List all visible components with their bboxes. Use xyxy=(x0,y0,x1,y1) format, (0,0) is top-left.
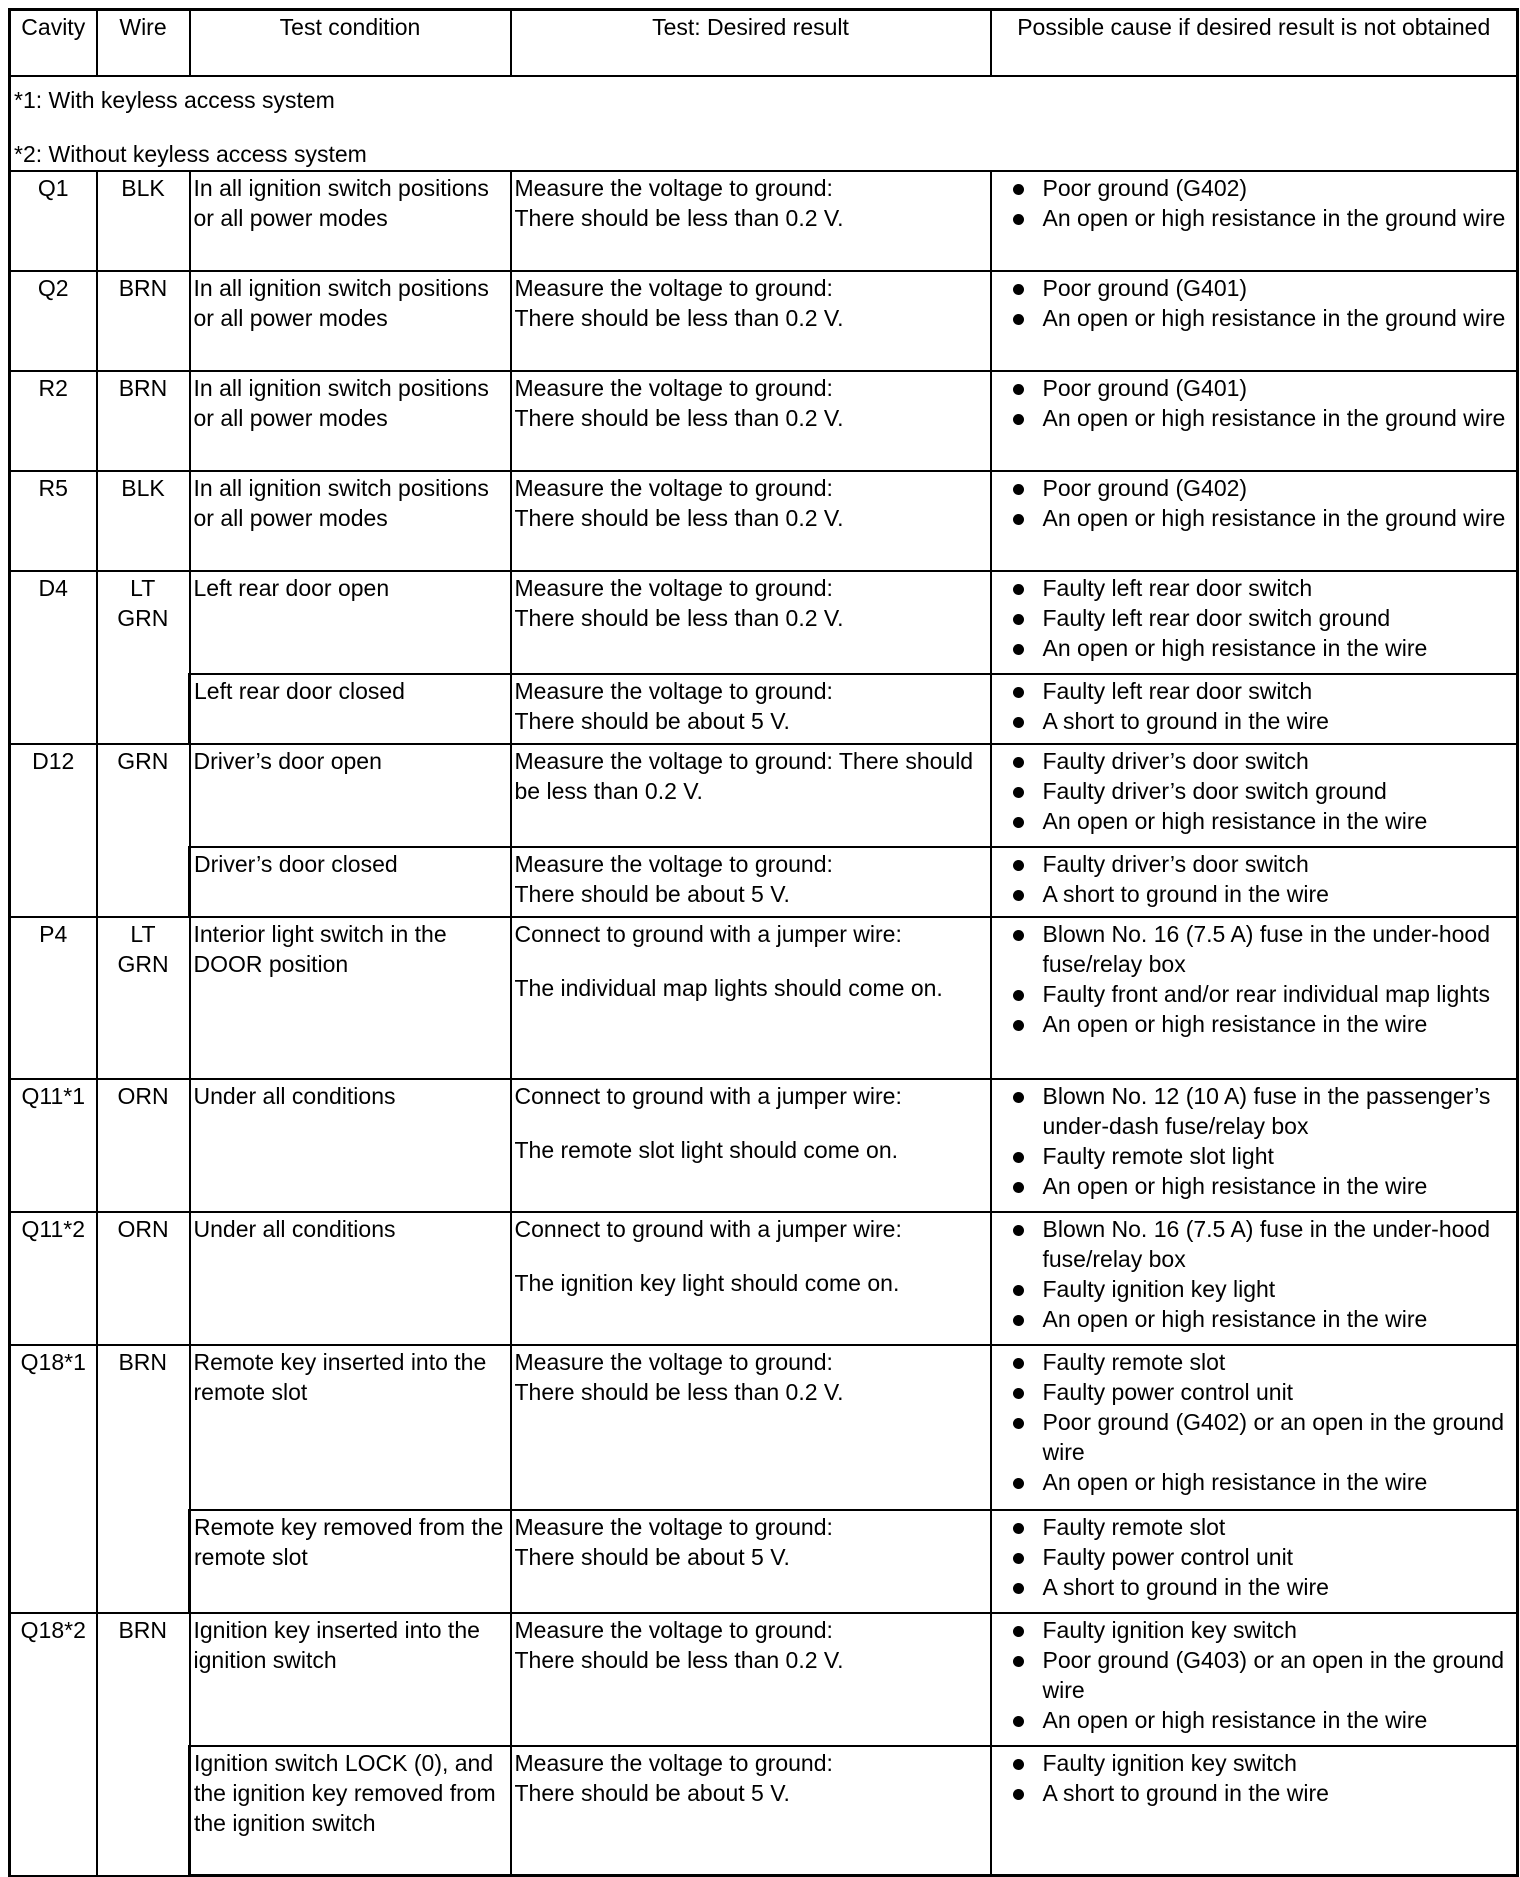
condition-cell: Driver’s door closed xyxy=(190,847,511,917)
bullet-icon xyxy=(1013,1759,1024,1770)
table-row xyxy=(10,1510,1518,1613)
bullet-icon xyxy=(1013,890,1024,901)
result-cell: Measure the voltage to ground: There should be about 5 V. xyxy=(511,1510,991,1613)
list-item: Faulty power control unit xyxy=(995,1377,1514,1407)
list-item: Faulty driver’s door switch xyxy=(995,849,1514,879)
condition-cell: In all ignition switch positions or all power modes xyxy=(190,371,511,471)
table-row xyxy=(10,674,1518,744)
condition-cell: In all ignition switch positions or all power modes xyxy=(190,471,511,571)
list-item: Faulty left rear door switch ground xyxy=(995,603,1514,633)
bullet-icon xyxy=(1013,860,1024,871)
bullet-icon xyxy=(1013,614,1024,625)
table-row xyxy=(10,571,1518,674)
list-item: An open or high resistance in the ground wire xyxy=(995,403,1514,433)
bullet-icon xyxy=(1013,1182,1024,1193)
cavity-cell: R2 xyxy=(10,371,97,471)
bullet-icon xyxy=(1013,1418,1024,1429)
bullet-icon xyxy=(1013,1626,1024,1637)
wire-cell: BRN xyxy=(97,1613,190,1876)
bullet-icon xyxy=(1013,484,1024,495)
list-item: Faulty ignition key switch xyxy=(995,1615,1514,1645)
wire-cell: BRN xyxy=(97,271,190,371)
list-item: Poor ground (G403) or an open in the ground wire xyxy=(995,1645,1514,1705)
cavity-cell: Q18*2 xyxy=(10,1613,97,1876)
list-item: An open or high resistance in the ground wire xyxy=(995,203,1514,233)
list-item: Faulty driver’s door switch xyxy=(995,746,1514,776)
wire-cell: LT GRN xyxy=(97,571,190,744)
bullet-icon xyxy=(1013,1583,1024,1594)
condition-cell: In all ignition switch positions or all power modes xyxy=(190,271,511,371)
list-item: Faulty front and/or rear individual map lights xyxy=(995,979,1514,1009)
list-item: An open or high resistance in the wire xyxy=(995,1171,1514,1201)
cavity-cell: P4 xyxy=(10,917,97,1079)
condition-cell: Interior light switch in the DOOR position xyxy=(190,917,511,1079)
cause-cell xyxy=(991,1212,1518,1345)
cavity-cell: Q11*2 xyxy=(10,1212,97,1345)
cause-cell xyxy=(991,1613,1518,1746)
list-item: Poor ground (G402) or an open in the ground wire xyxy=(995,1407,1514,1467)
bullet-icon xyxy=(1013,1225,1024,1236)
list-item: A short to ground in the wire xyxy=(995,1572,1514,1602)
wire-cell: BLK xyxy=(97,171,190,271)
list-item: Faulty remote slot xyxy=(995,1347,1514,1377)
condition-cell: Remote key removed from the remote slot xyxy=(190,1510,511,1613)
result-cell: Connect to ground with a jumper wire: The ignition key light should come on. xyxy=(511,1212,991,1345)
condition-cell: In all ignition switch positions or all power modes xyxy=(190,171,511,271)
cause-cell xyxy=(991,674,1518,744)
bullet-icon xyxy=(1013,644,1024,655)
result-cell: Measure the voltage to ground: There should be less than 0.2 V. xyxy=(511,1345,991,1510)
list-item: Faulty ignition key switch xyxy=(995,1748,1514,1778)
bullet-icon xyxy=(1013,717,1024,728)
bullet-icon xyxy=(1013,284,1024,295)
cause-cell xyxy=(991,471,1518,571)
result-cell: Measure the voltage to ground: There should be less than 0.2 V. xyxy=(511,371,991,471)
table-row xyxy=(10,1079,1518,1212)
cause-cell xyxy=(991,371,1518,471)
result-cell: Connect to ground with a jumper wire: The individual map lights should come on. xyxy=(511,917,991,1079)
table-row xyxy=(10,917,1518,1079)
list-item: Faulty remote slot xyxy=(995,1512,1514,1542)
note-no-keyless: *2: Without keyless access system xyxy=(14,140,367,167)
list-item: Faulty left rear door switch xyxy=(995,676,1514,706)
result-cell: Connect to ground with a jumper wire: The remote slot light should come on. xyxy=(511,1079,991,1212)
cavity-cell: R5 xyxy=(10,471,97,571)
wire-cell: BRN xyxy=(97,1345,190,1613)
list-item: A short to ground in the wire xyxy=(995,706,1514,736)
bullet-icon xyxy=(1013,787,1024,798)
cause-cell xyxy=(991,1510,1518,1613)
table-row xyxy=(10,1613,1518,1746)
wire-cell: GRN xyxy=(97,744,190,917)
condition-cell: Driver’s door open xyxy=(190,744,511,847)
bullet-icon xyxy=(1013,1716,1024,1727)
wire-cell: BRN xyxy=(97,371,190,471)
header-wire: Wire xyxy=(97,10,190,76)
result-cell: Measure the voltage to ground: There should be less than 0.2 V. xyxy=(511,571,991,674)
cause-cell xyxy=(991,1079,1518,1212)
bullet-icon xyxy=(1013,214,1024,225)
list-item: Blown No. 12 (10 A) fuse in the passenger’s under-dash fuse/relay box xyxy=(995,1081,1514,1141)
bullet-icon xyxy=(1013,687,1024,698)
list-item: An open or high resistance in the wire xyxy=(995,1705,1514,1735)
result-cell: Measure the voltage to ground: There should be less than 0.2 V. xyxy=(511,271,991,371)
bullet-icon xyxy=(1013,184,1024,195)
list-item: A short to ground in the wire xyxy=(995,879,1514,909)
bullet-icon xyxy=(1013,1020,1024,1031)
bullet-icon xyxy=(1013,584,1024,595)
bullet-icon xyxy=(1013,1285,1024,1296)
header-cause: Possible cause if desired result is not obtained xyxy=(991,10,1518,76)
list-item: Faulty left rear door switch xyxy=(995,573,1514,603)
table-row xyxy=(10,371,1518,471)
condition-cell: Left rear door open xyxy=(190,571,511,674)
condition-cell: Under all conditions xyxy=(190,1212,511,1345)
bullet-icon xyxy=(1013,1358,1024,1369)
notes-cell xyxy=(10,76,1518,171)
result-cell: Measure the voltage to ground: There should be about 5 V. xyxy=(511,847,991,917)
cavity-cell: Q18*1 xyxy=(10,1345,97,1613)
cause-cell xyxy=(991,571,1518,674)
cause-cell xyxy=(991,1746,1518,1876)
list-item: An open or high resistance in the wire xyxy=(995,1467,1514,1497)
bullet-icon xyxy=(1013,1523,1024,1534)
condition-cell: Left rear door closed xyxy=(190,674,511,744)
header-row xyxy=(10,10,1518,76)
table-row xyxy=(10,1746,1518,1876)
condition-cell: Remote key inserted into the remote slot xyxy=(190,1345,511,1510)
result-cell: Measure the voltage to ground: There should be less than 0.2 V. xyxy=(511,171,991,271)
result-cell: Measure the voltage to ground: There should be less than 0.2 V. xyxy=(511,744,991,847)
bullet-icon xyxy=(1013,1656,1024,1667)
cavity-cell: D12 xyxy=(10,744,97,917)
list-item: Poor ground (G401) xyxy=(995,273,1514,303)
wire-cell: ORN xyxy=(97,1212,190,1345)
result-cell: Measure the voltage to ground: There should be about 5 V. xyxy=(511,674,991,744)
wire-cell: BLK xyxy=(97,471,190,571)
table-row xyxy=(10,847,1518,917)
list-item: Faulty power control unit xyxy=(995,1542,1514,1572)
list-item: An open or high resistance in the wire xyxy=(995,633,1514,663)
bullet-icon xyxy=(1013,1553,1024,1564)
bullet-icon xyxy=(1013,314,1024,325)
list-item: Blown No. 16 (7.5 A) fuse in the under-hood fuse/relay box xyxy=(995,1214,1514,1274)
notes-row xyxy=(10,76,1518,171)
list-item: An open or high resistance in the ground wire xyxy=(995,303,1514,333)
table-row xyxy=(10,471,1518,571)
bullet-icon xyxy=(1013,817,1024,828)
condition-cell: Under all conditions xyxy=(190,1079,511,1212)
result-cell: Measure the voltage to ground: There should be less than 0.2 V. xyxy=(511,1613,991,1746)
cause-cell xyxy=(991,1345,1518,1510)
cavity-cell: Q2 xyxy=(10,271,97,371)
list-item: Poor ground (G402) xyxy=(995,173,1514,203)
table-row xyxy=(10,1345,1518,1510)
result-cell: Measure the voltage to ground: There should be about 5 V. xyxy=(511,1746,991,1876)
list-item: An open or high resistance in the ground wire xyxy=(995,503,1514,533)
note-keyless: *1: With keyless access system xyxy=(14,86,335,113)
condition-cell: Ignition key inserted into the ignition switch xyxy=(190,1613,511,1746)
cavity-cell: Q1 xyxy=(10,171,97,271)
header-cavity: Cavity xyxy=(10,10,97,76)
header-result: Test: Desired result xyxy=(511,10,991,76)
list-item: Faulty ignition key light xyxy=(995,1274,1514,1304)
result-cell: Measure the voltage to ground: There should be less than 0.2 V. xyxy=(511,471,991,571)
condition-cell: Ignition switch LOCK (0), and the ignition key removed from the ignition switch xyxy=(190,1746,511,1876)
table-row xyxy=(10,171,1518,271)
list-item: Poor ground (G401) xyxy=(995,373,1514,403)
bullet-icon xyxy=(1013,514,1024,525)
bullet-icon xyxy=(1013,1315,1024,1326)
test-table xyxy=(8,8,1519,1877)
cause-cell xyxy=(991,171,1518,271)
wire-cell: LT GRN xyxy=(97,917,190,1079)
bullet-icon xyxy=(1013,990,1024,1001)
cause-cell xyxy=(991,744,1518,847)
bullet-icon xyxy=(1013,414,1024,425)
list-item: A short to ground in the wire xyxy=(995,1778,1514,1808)
header-condition: Test condition xyxy=(190,10,511,76)
list-item: An open or high resistance in the wire xyxy=(995,806,1514,836)
bullet-icon xyxy=(1013,930,1024,941)
list-item: Faulty remote slot light xyxy=(995,1141,1514,1171)
bullet-icon xyxy=(1013,1092,1024,1103)
list-item: An open or high resistance in the wire xyxy=(995,1009,1514,1039)
bullet-icon xyxy=(1013,1152,1024,1163)
list-item: Poor ground (G402) xyxy=(995,473,1514,503)
list-item: Blown No. 16 (7.5 A) fuse in the under-hood fuse/relay box xyxy=(995,919,1514,979)
bullet-icon xyxy=(1013,1478,1024,1489)
wire-cell: ORN xyxy=(97,1079,190,1212)
cause-cell xyxy=(991,917,1518,1079)
bullet-icon xyxy=(1013,1388,1024,1399)
cavity-cell: Q11*1 xyxy=(10,1079,97,1212)
cause-cell xyxy=(991,271,1518,371)
bullet-icon xyxy=(1013,384,1024,395)
bullet-icon xyxy=(1013,757,1024,768)
table-row xyxy=(10,744,1518,847)
list-item: An open or high resistance in the wire xyxy=(995,1304,1514,1334)
table-row xyxy=(10,271,1518,371)
list-item: Faulty driver’s door switch ground xyxy=(995,776,1514,806)
cause-cell xyxy=(991,847,1518,917)
table-row xyxy=(10,1212,1518,1345)
bullet-icon xyxy=(1013,1789,1024,1800)
cavity-cell: D4 xyxy=(10,571,97,744)
